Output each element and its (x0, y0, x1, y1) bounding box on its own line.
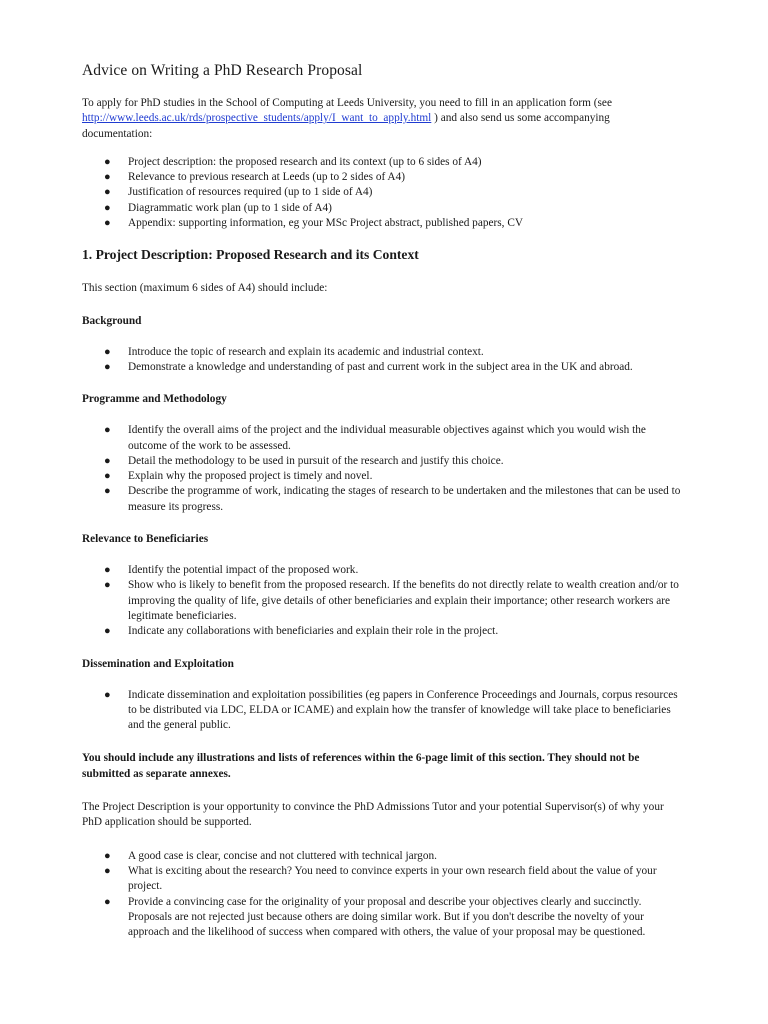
bullet-icon: ● (104, 217, 111, 230)
dissemination-list (82, 688, 682, 734)
dissemination-heading: Dissemination and Exploitation (82, 657, 234, 670)
list-item: ● Detail the methodology to be used in pursuit of the research and justify this choice. (82, 454, 682, 469)
bullet-icon: ● (104, 849, 111, 862)
bullet-icon: ● (104, 424, 111, 437)
bullet-icon: ● (104, 171, 111, 184)
intro-text-before: To apply for PhD studies in the School of Computing at Leeds University, you need to fill in an application form (see (82, 97, 612, 109)
bullet-icon: ● (104, 895, 111, 908)
documentation-list (82, 155, 682, 231)
bullet-icon: ● (104, 579, 111, 592)
bullet-icon: ● (104, 688, 111, 701)
list-item: ● Justification of resources required (up to 1 side of A4) (82, 185, 682, 200)
bullet-icon: ● (104, 864, 111, 877)
bullet-icon: ● (104, 201, 111, 214)
limit-note: You should include any illustrations and lists of references within the 6-page limit of this section. They should not be submitted as separate annexes. (82, 752, 640, 780)
background-list (82, 345, 682, 376)
bullet-icon: ● (104, 470, 111, 483)
list-item: ● Demonstrate a knowledge and understanding of past and current work in the subject area in the UK and abroad. (82, 360, 682, 375)
list-item: ● Explain why the proposed project is timely and novel. (82, 469, 682, 484)
section-heading: 1. Project Description: Proposed Research and its Context (82, 247, 419, 263)
document-page (82, 62, 682, 940)
list-item: ● Describe the programme of work, indicating the stages of research to be undertaken and the milestones that can be used to measure its progress. (104, 485, 681, 513)
programme-list (82, 423, 682, 515)
bullet-icon: ● (104, 564, 111, 577)
list-item: ● Indicate dissemination and exploitation possibilities (eg papers in Conference Proceedings and Journals, corpus resources to be distributed via LDC, ELDA or ICAME) and explain how the transfer of knowledge will take place to beneficiaries and the general public. (104, 688, 678, 732)
list-item: ● Diagrammatic work plan (up to 1 side of A4) (82, 201, 682, 216)
bullet-icon: ● (104, 186, 111, 199)
bullet-icon: ● (104, 345, 111, 358)
bullet-icon: ● (104, 360, 111, 373)
relevance-list (82, 563, 682, 639)
list-item: ● Introduce the topic of research and explain its academic and industrial context. (82, 345, 682, 360)
list-item: ● Show who is likely to benefit from the proposed research. If the benefits do not directly relate to wealth creation and/or to improving the quality of life, give details of other beneficiaries and explain their importance; other research workers are legitimate beneficiaries. (104, 579, 679, 622)
section-intro: This section (maximum 6 sides of A4) should include: (82, 282, 328, 295)
tips-list (82, 849, 682, 941)
bullet-icon: ● (104, 155, 111, 168)
intro-text-after: ) and also send us some accompanying documentation: (82, 112, 610, 140)
list-item: ● Identify the overall aims of the project and the individual measurable objectives against which you would wish the outcome of the work to be assessed. (104, 424, 646, 452)
list-item: ● Identify the potential impact of the proposed work. (82, 563, 682, 578)
list-item: ● Project description: the proposed research and its context (up to 6 sides of A4) (82, 155, 682, 170)
list-item: ● A good case is clear, concise and not cluttered with technical jargon. (82, 849, 682, 864)
list-item: ● Provide a convincing case for the originality of your proposal and describe your objectives clearly and succinctly. Proposals are not rejected just because others are doing similar work. But if you don't describe the novelty of your approach and the likelihood of success when compared with others, the value of your proposal may be questioned. (104, 895, 646, 939)
relevance-heading: Relevance to Beneficiaries (82, 533, 209, 546)
convince-paragraph: The Project Description is your opportunity to convince the PhD Admissions Tutor and your potential Supervisor(s) of why your PhD application should be supported. (82, 801, 664, 829)
intro-paragraph (82, 96, 682, 142)
background-heading: Background (82, 314, 142, 327)
bullet-icon: ● (104, 625, 111, 638)
list-item: ● Relevance to previous research at Leeds (up to 2 sides of A4) (82, 170, 682, 185)
bullet-icon: ● (104, 454, 111, 467)
list-item: ● Indicate any collaborations with beneficiaries and explain their role in the project. (82, 624, 682, 639)
document-title: Advice on Writing a PhD Research Proposal (82, 62, 363, 79)
apply-link[interactable]: http://www.leeds.ac.uk/rds/prospective_students/apply/I_want_to_apply.html (82, 112, 432, 125)
list-item: ● Appendix: supporting information, eg your MSc Project abstract, published papers, CV (82, 216, 682, 231)
list-item: ● What is exciting about the research? You need to convince experts in your own research field about the value of your project. (104, 864, 657, 893)
programme-heading: Programme and Methodology (82, 393, 227, 406)
bullet-icon: ● (104, 485, 111, 498)
